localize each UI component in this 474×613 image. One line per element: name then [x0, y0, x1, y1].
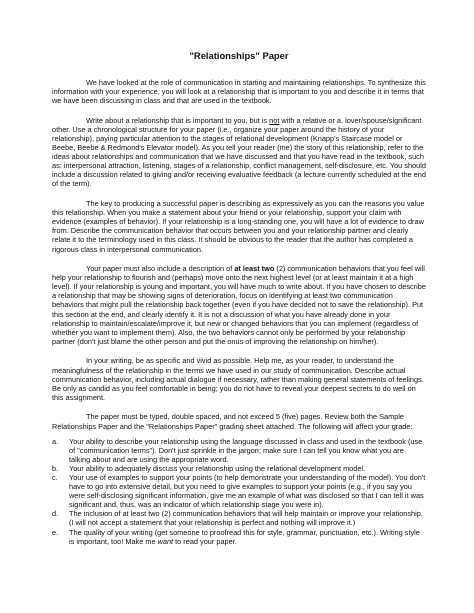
relationship-text-b: with a relative or a. lover/spouse/significant other. Use a chronological structure for your paper (i.e., organize your paper around the history of your relationship), paying particular attention to the stages of relational development (Knapp's Staircase model or Beebe, Beebe & Redmond's Elevator model). As you tell your reader (me) the story of this relationship, refer to the ideas about relationships and communication that we have discussed and that you have read in the textbook, such as: interpersonal attraction, listening, stages of a relationship, conflict management, self-disclosure, etc. You should include a discussion related to giving and/or receiving evaluative feedback (a lecture currently scheduled at the end of the term). [52, 115, 426, 189]
list-marker: b. [52, 463, 59, 473]
behaviors-text-b: (2) communication behaviors that you feel will help your relationship to flourish and (perhaps) move onto the next highest level (or at least maintain it at a high level). If your relationship is young and important, you will have much to write about. If you have chosen to describe a relationship that may be showing signs of deterioration, focus on identifying at least two communication behaviors that might pull the relationship back together (even if you have decided not to save the relationship). Put this section at the end, and clearly identify it. It is not a discussion of what you have already done in your relationship to maintain/escalate/improve it, but new or changed behaviors that you can implement (regardless of whether you want to implement them). Also, the two behaviors cannot only be performed by your relationship partner (don't just blame the other person and put the onus of improving the relationship on him/her). [52, 264, 426, 346]
key-text: The key to producing a successful paper is describing as expressively as you can the reasons you value this relationship. When you make a statement about your friend or your relationship, support your claim with evidence (examples of behavior). If your relationship is a long-standing one, you will have a lot of evidence to draw from. Describe the communication behavior that occurs between you and your relationship partner and clearly relate it to the terminology used in this class. It should be obvious to the reader that the author has completed a rigorous class in interpersonal communication. [52, 199, 425, 254]
intro-paragraph [52, 78, 426, 105]
list-item-text: Your ability to describe your relationship using the language discussed in class and used in the textbook (use of "communication terms"). Don't just sprinkle in the jargon; make sure I can tell you know what you are talking about and are using the appropriate word. [69, 436, 423, 464]
document-page [52, 50, 426, 546]
list-item-text: The inclusion of at least two (2) communication behaviors that will help maintain or improve your relationship. (I will not accept a statement that your relationship is perfect and nothing will improve it.) [69, 509, 423, 528]
list-item-text: Your use of examples to support your points (to help demonstrate your understanding of the model). You don't have to go into extensive detail, but you need to give examples to support your points (e.g., if you say you were self-disclosing significant information, give me an example of what was disclosed so that I can tell it was significant and, thus, was an indicator of which relationship stage you were in). [69, 472, 426, 510]
list-item [52, 528, 426, 546]
underlined-not: not [269, 115, 280, 125]
list-item-text: Your ability to adequately discuss your relationship using the relational development model. [69, 463, 366, 473]
writing-text: In your writing, be as specific and vivid as possible. Help me, as your reader, to understand the meaningfulness of the relationship in the terms we have used in our study of communication. Describe actual communication behavior, including actual dialogue if necessary, rather than making general statements of feelings. Be only as candid as you feel comfortable in being; you do not have to reveal your deepest secrets to do well on this assignment. [52, 356, 424, 402]
behaviors-paragraph [52, 264, 426, 346]
relationship-text-a: Write about a relationship that is important to you, but is [86, 115, 270, 125]
list-item [52, 473, 426, 509]
behaviors-text-a: Your paper must also include a description of [86, 264, 235, 274]
format-text: The paper must be typed, double spaced, and not exceed 5 (five) pages. Review both the Sample Relationships Paper and the "Relationships Paper" grading sheet attached. The following will affect your grade: [52, 412, 413, 431]
list-marker: e. [52, 527, 59, 537]
list-marker: a. [52, 436, 59, 446]
list-item-text-a: The quality of your writing (get someone to proofread this for style, grammar, punctuation, etc.). Writing style is important, too! Make me [69, 527, 420, 546]
bold-at-least-two: at least two [234, 264, 275, 274]
list-item [52, 509, 426, 527]
relationship-paragraph [52, 116, 426, 189]
list-item [52, 437, 426, 464]
intro-text: We have looked at the role of communication in starting and maintaining relationships. To synthesize this information with your experience, you will look at a relationship that is important to you and describe it in terms that we have been discussing in class and that are used in the textbook. [52, 78, 426, 106]
list-marker: c. [52, 472, 58, 482]
grading-list [52, 437, 426, 546]
format-paragraph [52, 412, 426, 430]
writing-paragraph [52, 356, 426, 401]
italic-want: want [157, 536, 174, 546]
document-title: "Relationships" Paper [189, 50, 289, 61]
list-item [52, 464, 426, 473]
list-item-text-b: to read your paper. [173, 536, 237, 546]
key-paragraph [52, 199, 426, 254]
list-marker: d. [52, 509, 59, 519]
